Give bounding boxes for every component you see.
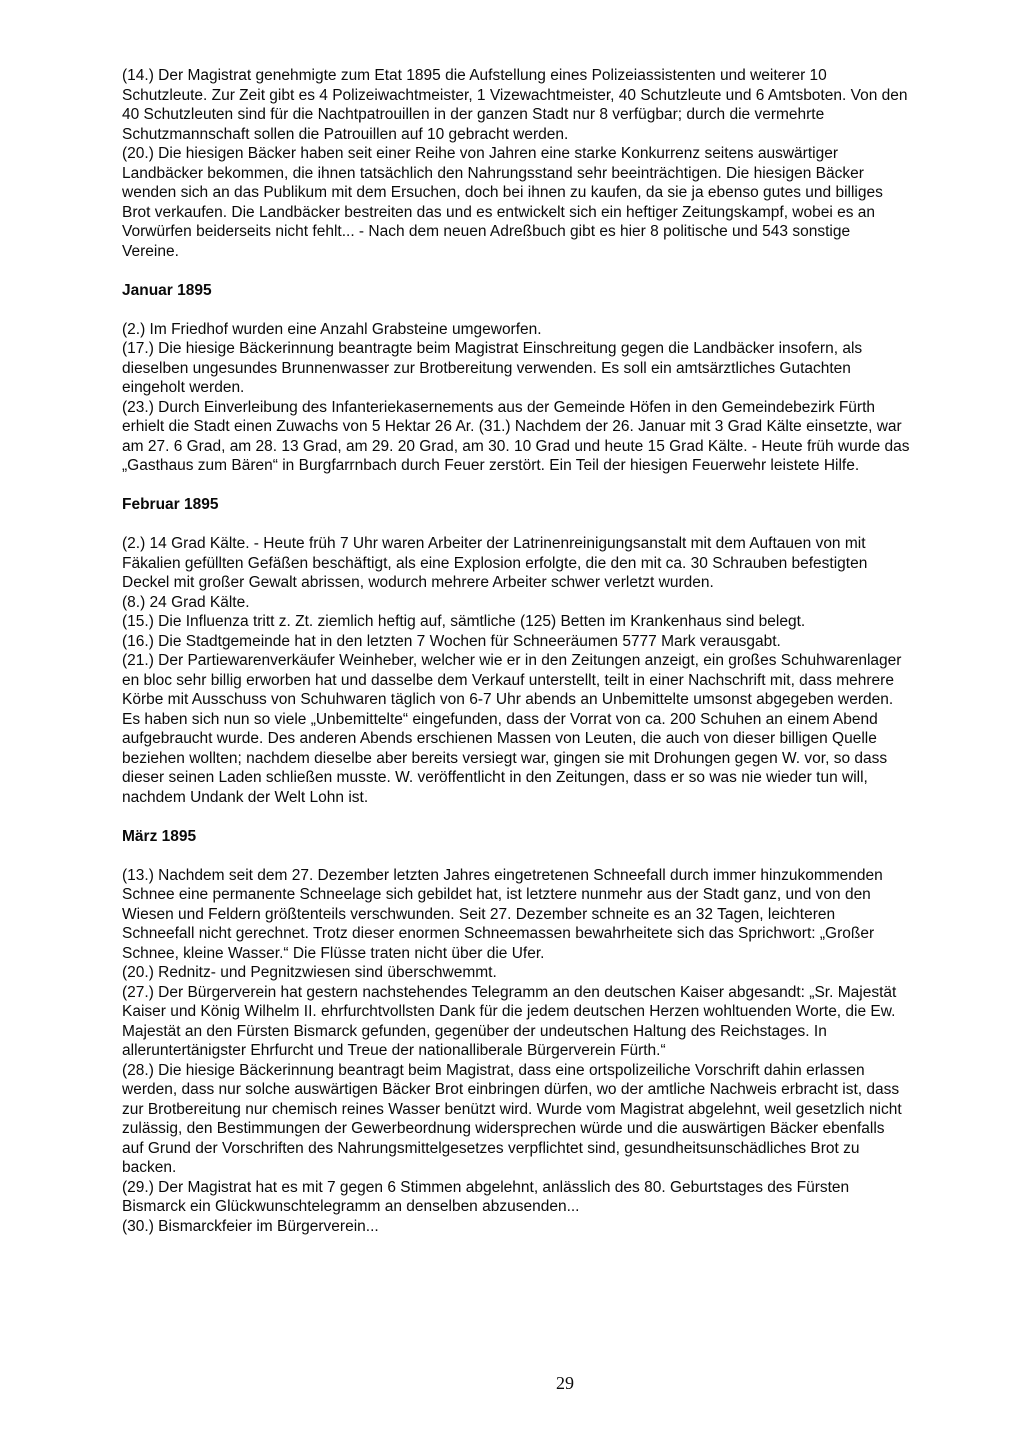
paragraph-entry-mar-29: (29.) Der Magistrat hat es mit 7 gegen 6 Stimmen abgelehnt, anlässlich des 80. Geburtstages des Fürsten Bismarck ein Glückwunschtelegramm an denselben abzusenden... — [122, 1178, 850, 1215]
paragraph-entry-17: (17.) Die hiesige Bäckerinnung beantragte beim Magistrat Einschreitung gegen die Landbäcker insofern, als dieselben ungesundes Brunnenwasser zur Brotbereitung verwenden. Es soll ein amtsärztliches Gutachten eingeholt werden. — [122, 340, 863, 396]
paragraph-entry-2: (2.) Im Friedhof wurden eine Anzahl Grabsteine umgeworfen. — [122, 320, 542, 338]
paragraph-entry-feb-15: (15.) Die Influenza tritt z. Zt. ziemlich heftig auf, sämtliche (125) Betten im Krankenhaus sind belegt. — [122, 613, 806, 630]
paragraph-entry-14: (14.) Der Magistrat genehmigte zum Etat 1895 die Aufstellung eines Polizeiassistenten und weiterer 10 Schutzleute. Zur Zeit gibt es 4 Polizeiwachtmeister, 1 Vizewachtmeister, 40 Schutzleute und 6 Amtsboten. Von den 40 Schutzleuten sind für die Nachtpatrouillen in der ganzen Stadt nur 8 verfügbar; durch die vermehrte Schutzmannschaft sollen die Patrouillen auf 10 gebracht werden. — [122, 67, 908, 143]
paragraph-entry-23: (23.) Durch Einverleibung des Infanteriekasernements aus der Gemeinde Höfen in den Gemeindebezirk Fürth erhielt die Stadt einen Zuwachs von 5 Hektar 26 Ar. (31.) Nachdem der 26. Januar mit 3 Grad Kälte einsetzte, war am 27. 6 Grad, am 28. 13 Grad, am 29. 20 Grad, am 30. 10 Grad und heute 15 Grad Kälte. - Heute früh wurde das „Gasthaus zum Bären“ in Burgfarrnbach durch Feuer zerstört. Ein Teil der hiesigen Feuerwehr leistete Hilfe. — [122, 398, 910, 474]
paragraph-entry-feb-2: (2.) 14 Grad Kälte. - Heute früh 7 Uhr waren Arbeiter der Latrinenreinigungsanstalt mit dem Auftauen von mit Fäkalien gefüllten Gefäßen beschäftigt, als eine Explosion erfolgte, die den mit ca. 30 Schrauben befestigten Deckel mit großer Gewalt abrissen, wodurch mehrere Arbeiter schwer verletzt wurden. — [122, 535, 868, 591]
paragraph-entry-mar-28: (28.) Die hiesige Bäckerinnung beantragt beim Magistrat, dass eine ortspolizeiliche Vorschrift dahin erlassen werden, dass nur solche auswärtigen Bäcker Brot einbringen dürfen, wo der amtliche Nachweis erbracht ist, dass zur Brotbereitung nur chemisch reines Wasser benützt wird. Wurde vom Magistrat abgelehnt, weil gesetzlich nicht zulässig, den Bestimmungen der Gewerbeordnung widersprechen würde und die auswärtigen Bäcker ebenfalls auf Grund der Vorschriften des Nahrungsmittelgesetzes verpflichtet sind, gesundheitsunschädliches Brot zu backen. — [122, 1061, 902, 1176]
section-heading-februar-1895: Februar 1895 — [122, 496, 219, 513]
paragraph-entry-feb-16: (16.) Die Stadtgemeinde hat in den letzten 7 Wochen für Schneeräumen 5777 Mark verausgabt. — [122, 632, 781, 650]
section-heading-januar-1895: Januar 1895 — [122, 281, 212, 299]
paragraph-entry-mar-27: (27.) Der Bürgerverein hat gestern nachstehendes Telegramm an den deutschen Kaiser abgesandt: „Sr. Majestät Kaiser und König Wilhelm II. ehrfurchtvollsten Dank für die jedem deutschen Herzen wohltuenden Worte, die Ew. Majestät an den Fürsten Bismarck gefunden, gegenüber der undeutschen Haltung des Reichstages. In alleruntertänigster Ehrfurcht und Treue der nationalliberale Bürgerverein Fürth.“ — [122, 983, 897, 1059]
paragraph-entry-feb-8: (8.) 24 Grad Kälte. — [122, 593, 250, 611]
paragraph-entry-mar-20: (20.) Rednitz- und Pegnitzwiesen sind überschwemmt. — [122, 964, 497, 981]
paragraph-entry-20: (20.) Die hiesigen Bäcker haben seit einer Reihe von Jahren eine starke Konkurrenz seitens auswärtiger Landbäcker bekommen, die ihnen tatsächlich den Nahrungsstand sehr beeinträchtigen. Die hiesigen Bäcker wenden sich an das Publikum mit dem Ersuchen, doch bei ihnen zu kaufen, da sie ja ebenso gutes und billiges Brot verkaufen. Die Landbäcker bestreiten das und es entwickelt sich ein heftiger Zeitungskampf, wobei es an Vorwürfen beiderseits nicht fehlt... - Nach dem neuen Adreßbuch gibt es hier 8 politische und 543 sonstige Vereine. — [122, 145, 883, 260]
document-body-text — [122, 66, 910, 1236]
page-number: 29 — [556, 1373, 574, 1393]
paragraph-entry-mar-13: (13.) Nachdem seit dem 27. Dezember letzten Jahres eingetretenen Schneefall durch immer hinzukommenden Schnee eine permanente Schneelage sich gebildet hat, ist letztere nunmehr aus der Stadt ganz, und von den Wiesen und Feldern größtenteils verschwunden. Seit 27. Dezember schneite es an 32 Tagen, leichteren Schneefall nicht gerechnet. Trotz dieser enormen Schneemassen bewahrheitete sich das Sprichwort: „Großer Schnee, kleine Wasser.“ Die Flüsse traten nicht über die Ufer. — [122, 866, 883, 962]
paragraph-entry-mar-30: (30.) Bismarckfeier im Bürgerverein... — [122, 1217, 379, 1235]
section-heading-maerz-1895: März 1895 — [122, 827, 197, 845]
paragraph-entry-feb-21: (21.) Der Partiewarenverkäufer Weinheber, welcher wie er in den Zeitungen anzeigt, ein großes Schuhwarenlager en bloc sehr billig erworben hat und dasselbe dem Verkauf unterstellt, teilt in einer Nachschrift mit, dass mehrere Körbe mit Ausschuss von Schuhwaren täglich von 6-7 Uhr abends an Unbemittelte umsonst abgegeben werden. Es haben sich nun so viele „Unbemittelte“ eingefunden, dass der Vorrat von ca. 200 Schuhen an einem Abend aufgebraucht wurde. Des anderen Abends erschienen Massen von Leuten, die auch von dieser billigen Quelle beziehen wollten; nachdem dieselbe aber bereits versiegt war, gingen sie mit Drohungen gegen W. vor, so dass dieser seinen Laden schließen musste. W. veröffentlicht in den Zeitungen, dass er so was nie wieder tun will, nachdem Undank der Welt Lohn ist. — [122, 652, 902, 806]
